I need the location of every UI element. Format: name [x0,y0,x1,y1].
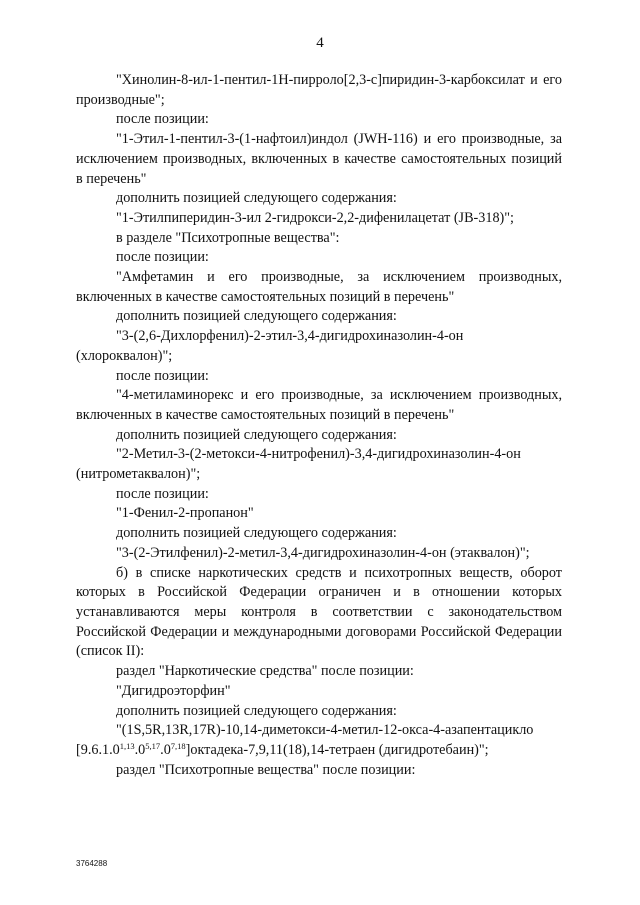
paragraph: "Хинолин-8-ил-1-пентил-1Н-пирроло[2,3-с]пиридин-3-карбоксилат и его производные"; [76,72,562,108]
paragraph: дополнить позицией следующего содержания: [116,702,397,719]
paragraph: "3-(2,6-Дихлорфенил)-2-этил-3,4-дигидрохиназолин-4-он (хлороквалон)"; [76,328,464,364]
paragraph: после позиции: [116,367,209,384]
paragraph: "1-Фенил-2-пропанон" [116,505,254,522]
superscript: 5,17 [145,740,161,751]
paragraph: "4-метиламинорекс и его производные, за исключением производных, включенных в качестве самостоятельных позиций в перечень" [76,387,562,423]
paragraph: раздел "Психотропные вещества" после позиции: [116,761,416,778]
paragraph: после позиции: [116,485,209,502]
paragraph: "2-Метил-3-(2-метокси-4-нитрофенил)-3,4-дигидрохиназолин-4-он (нитрометаквалон)"; [76,446,521,483]
formula-line: "(1S,5R,13R,17R)-10,14-диметокси-4-метил-12-окса-4-азапентацикло [116,722,534,739]
document-code: 3764288 [76,859,108,868]
paragraph: дополнить позицией следующего содержания: [116,525,397,542]
formula-suffix: ]октадека-7,9,11(18),14-тетраен (дигидротебаин)"; [185,741,489,758]
paragraph: "1-Этил-1-пентил-3-(1-нафтоил)индол (JWH-116) и его производные, за исключением производных, включенных в качестве самостоятельных позиций в перечень" [76,131,562,187]
paragraph: раздел "Наркотические средства" после позиции: [116,663,414,680]
page-number: 4 [316,35,324,51]
paragraph: "Дигидроэторфин" [116,682,231,699]
paragraph: б) в списке наркотических средств и психотропных веществ, оборот которых в Российской Федерации ограничен и в отношении которых устанавливаются меры контроля в соответствии с законодательством Российской Федерации и международными договорами Российской Федерации (список II): [76,564,562,660]
paragraph: дополнить позицией следующего содержания: [116,308,397,325]
paragraph: "3-(2-Этилфенил)-2-метил-3,4-дигидрохиназолин-4-он (этаквалон)"; [116,544,530,561]
paragraph: дополнить позицией следующего содержания: [116,426,397,443]
paragraph: после позиции: [116,111,209,128]
formula-paragraph [76,721,562,760]
paragraph: после позиции: [116,249,209,266]
paragraph: в разделе "Психотропные вещества": [116,229,340,246]
paragraph: "1-Этилпиперидин-3-ил 2-гидрокси-2,2-дифенилацетат (JB-318)"; [116,209,514,226]
paragraph: "Амфетамин и его производные, за исключением производных, включенных в качестве самостоятельных позиций в перечень" [76,269,562,305]
document-body [76,71,562,780]
formula-text: .0 [160,741,171,758]
formula-prefix: [9.6.1.0 [76,741,120,758]
formula-text: .0 [134,741,146,758]
superscript: 7,18 [170,740,186,751]
superscript: 1,13 [119,740,135,751]
paragraph: дополнить позицией следующего содержания: [116,190,397,207]
